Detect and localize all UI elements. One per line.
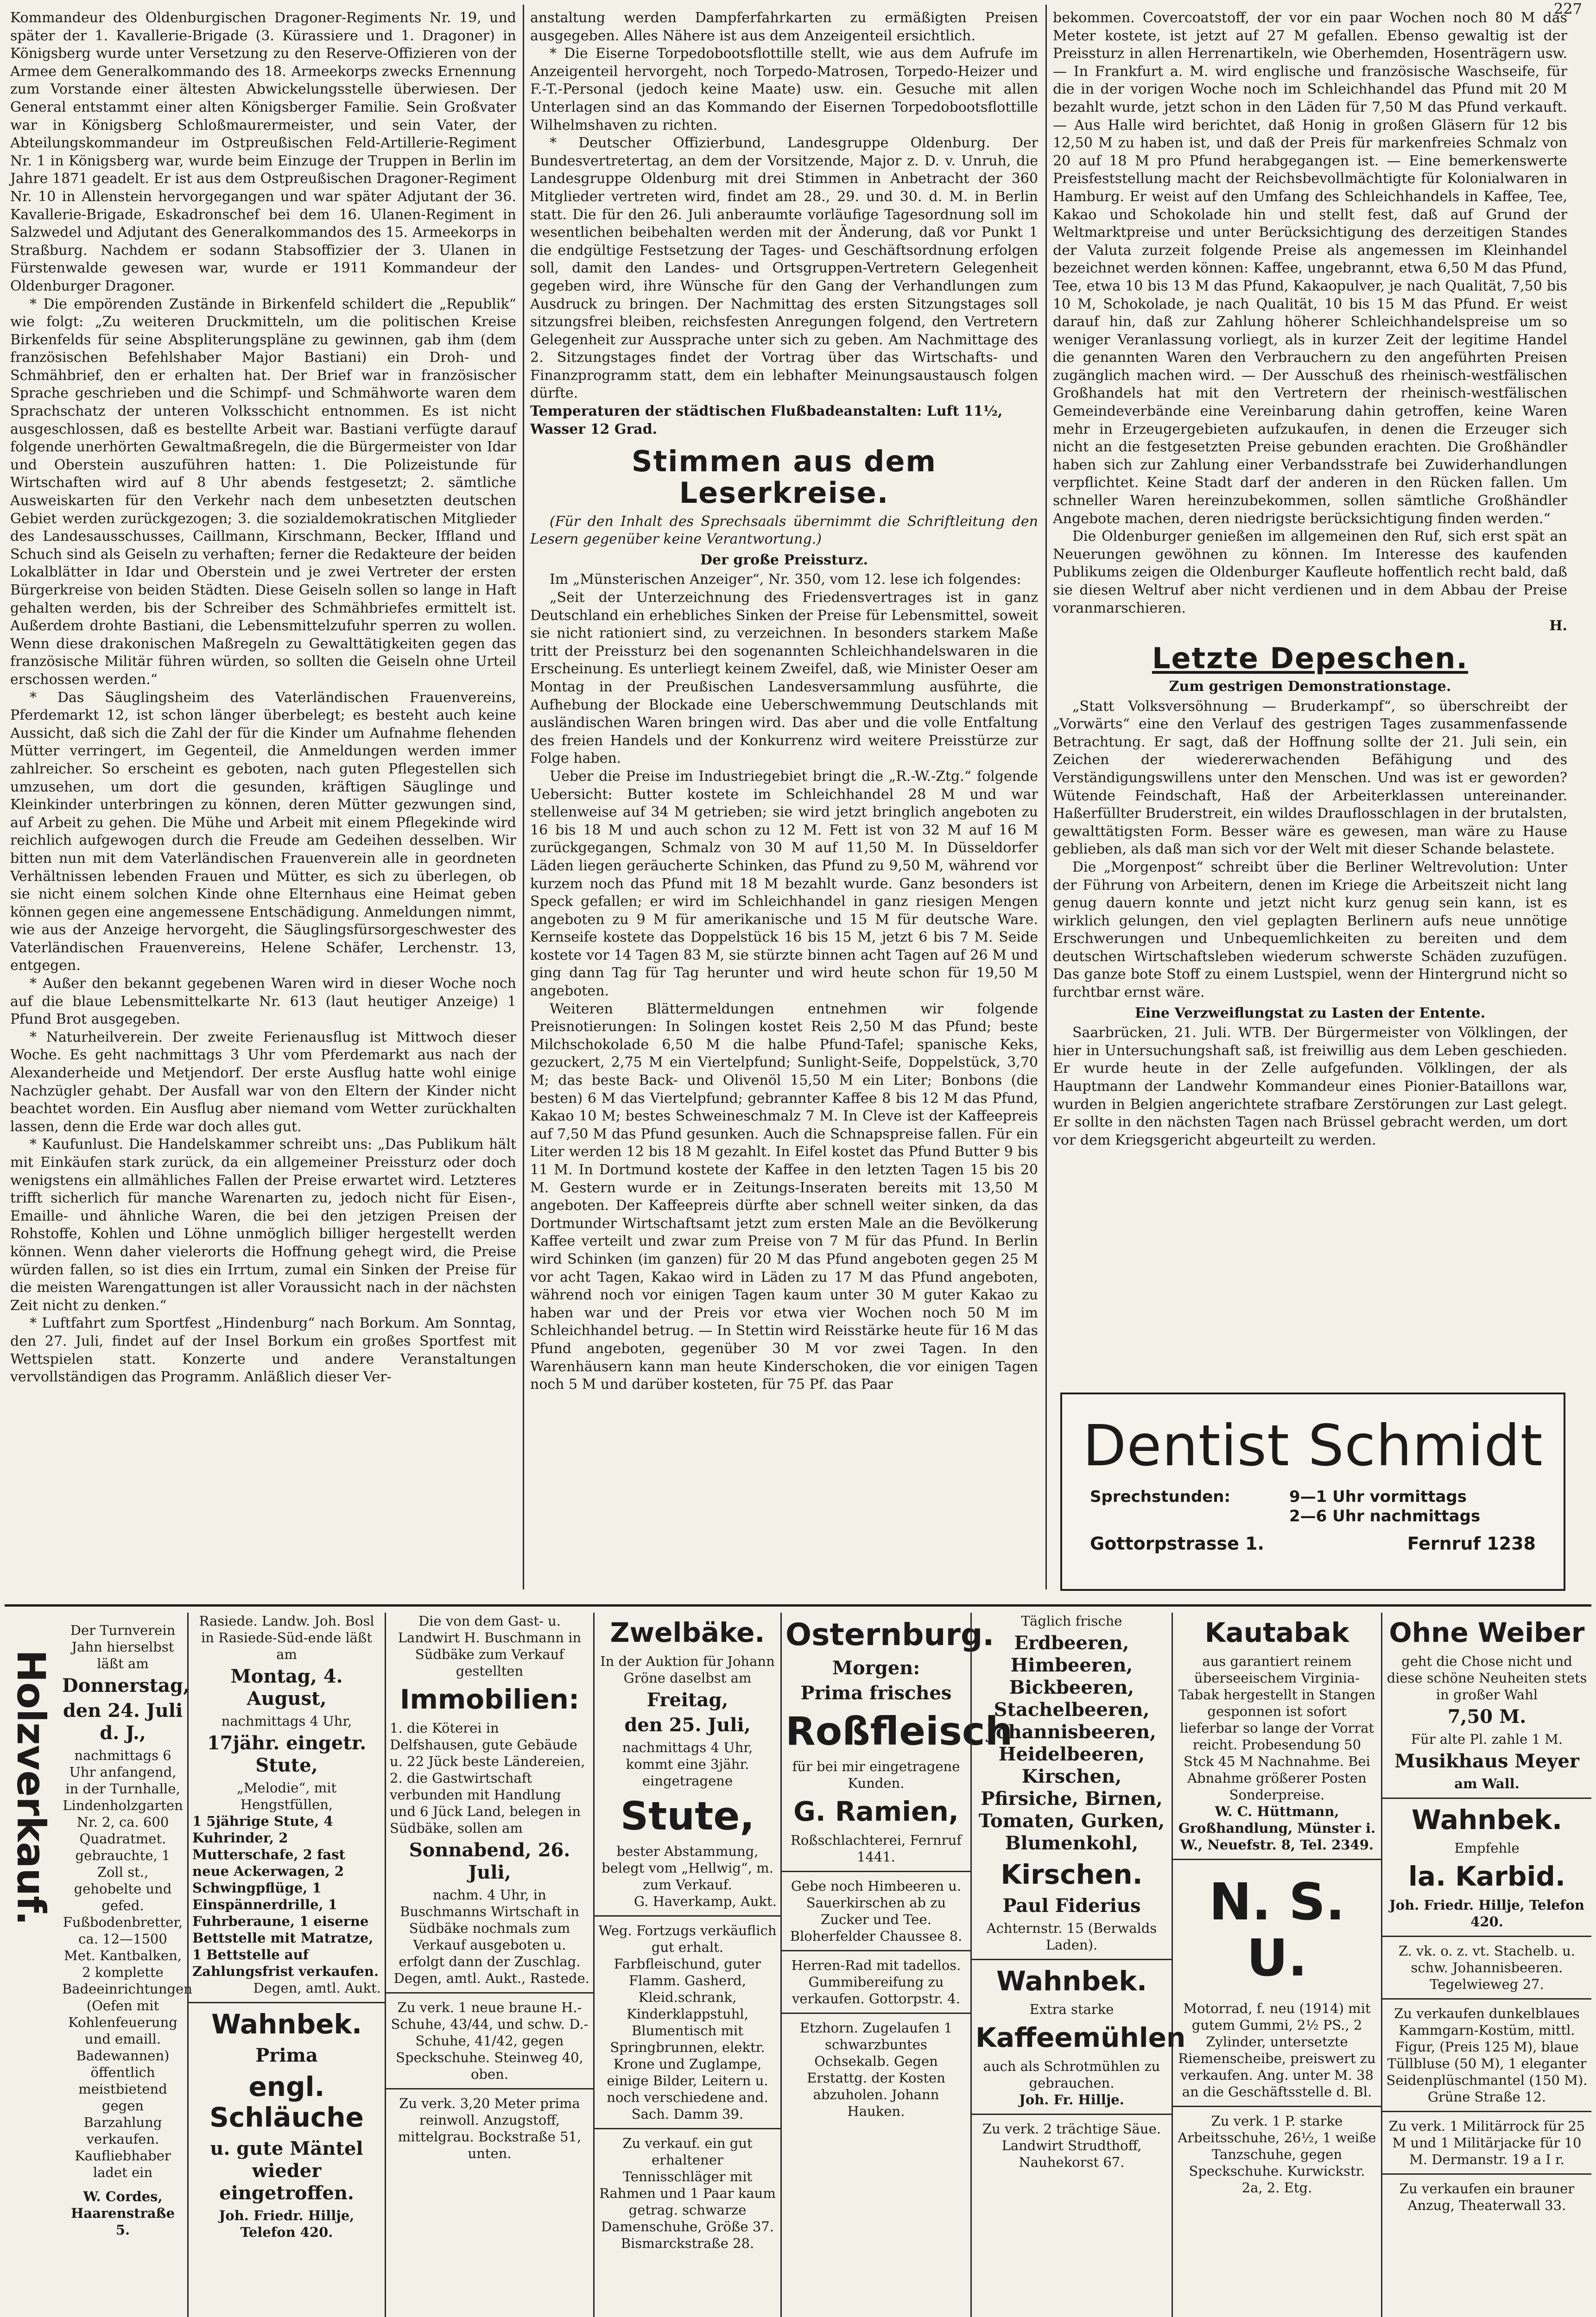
column-divider-1 [523, 5, 524, 1589]
ad7-details: aus garantiert reinem überseeischem Virginia-Tabak hergestellt in Stangen gesponnen ist sofort lieferbar so lange der Vorrat reicht. Probesendung 50 Stck 45 M Nachnahme. Bei Abnahme größerer Posten Sonderpreise. [1178, 1653, 1375, 1803]
ad4-details2: bester Abstammung, belegt vom „Hellwig“, m. zum Verkauf. [602, 1843, 773, 1893]
page-number: 227 [1553, 0, 1582, 18]
article-kaufunlust: * Kaufunlust. Die Handelskammer schreibt uns: „Das Publikum hält mit Einkäufen stark zurück, da ein allgemeiner Preissturz oder doch wenigstens ein allmähliches Fallen der Preise erwartet wird. Letzteres trifft sicherlich für manche Warenarten zu, jedoch nicht für Eisen-, Emaille- und ähnliche Waren, die bei den jetzigen Preisen der Rohstoffe, Kohlen und Löhne unmöglich billiger hergestellt werden können. Wenn daher vielerorts die Hoffnung gehegt wird, die Preise würden fallen, so ist dies ein Irrtum, zumal ein Sinken der Preise für die meisten Warengattungen ist aller Voraussicht nach in der nächsten Zeit nicht zu denken.“ [10, 1136, 516, 1314]
ad4-tennis: Zu verkauf. ein gut erhaltener Tennisschläger mit Rahmen und 1 Paar kaum getrag. schwarze Damenschuhe, Größe 37. Bismarckstraße 28. [599, 2135, 776, 2252]
ad6-address: Achternstr. 15 (Berwalds Laden). [986, 1920, 1157, 1953]
ad4-stute: Stute, [620, 1793, 755, 1839]
temperature-report: Temperaturen der städtischen Flußbadeanstalten: Luft 11½, Wasser 12 Grad. [530, 403, 1003, 437]
article-birkenfeld: * Die empörenden Zustände in Birkenfeld schildert die „Republik“ wie folgt: „Zu weiteren Druckmitteln, um die politischen Kreise Birkenfelds für seine Abspliterungspläne zu gewinnen, gab ihm (dem französischen Befehlshaber Major Bastiani) ein Droh- und Schmähbrief, den er erhalten hat. Der Brief war in französischer Sprache geschrieben und die Schimpf- und Schmähworte waren dem Sprachschatz der unteren Volksschicht entnommen. Es ist nicht ausgeschlossen, daß es bestellte Arbeit war. Bastiani verfügte darauf folgende unerhörten Gewaltmaßregeln, die die Bürgermeister von Idar und Oberstein auszuführen hatten: 1. Die Polizeistunde für Wirtschaften wird auf 8 Uhr abends festgesetzt; 2. sämtliche Ausweiskarten für den Verkehr nach dem unbesetzten deutschen Gebiet werden zurückgezogen; 3. die sozialdemokratischen Mitglieder des Landesausschusses, Caillmann, Kirschmann, Becker, Iffland und Schuch sind als Geiseln zu verhaften; ferner die Redakteure der beiden Lokalblätter in Idar und Oberstein und je zwei Vertreter der ersten Bürgerkreise von beiden Städten. Diese Geiseln sollen so lange in Haft gehalten werden, bis der Schreiber des Schmähbriefes ermittelt ist. Außerdem drohte Bastiani, die Lebensmittelzufuhr sperren zu wollen. Wenn diese drakonischen Maßregeln zu Gewalttätigkeiten gegen das französische Militär führen würden, so sollten die Geiseln ohne Urteil erschossen werden.“ [10, 296, 516, 688]
ad8-name: Musikhaus Meyer [1394, 1750, 1579, 1772]
column-1 [10, 9, 516, 1603]
ad6-name: Paul Fiderius [1002, 1894, 1141, 1917]
ad6-intro: Täglich frische [1021, 1613, 1122, 1629]
ad5-herrenrad: Herren-Rad mit tadellos. Gummibereifung zu verkaufen. Gottorpstr. 4. [791, 1957, 961, 2007]
article-oldenburger: Die Oldenburger genießen im allgemeinen den Ruf, sich erst spät an Neuerungen gewöhnen zu können. Im Interesse des kaufenden Publikums zeigen die Oldenburger Kaufleute hoffentlich recht bald, daß sie diesen Weltruf aber nicht verdienen und in dem Abbau der Preise voranmarschieren. [1053, 528, 1567, 616]
ad8-title: Ohne Weiber [1389, 1617, 1585, 1648]
ad8-karbid: la. Karbid. [1408, 1861, 1565, 1893]
ad6-extra: Extra starke [1029, 2001, 1114, 2018]
column-3 [1053, 9, 1567, 1381]
ad-zwelbaeke [593, 1613, 780, 2317]
ad-holzverkauf-title: Holzverkauf. [8, 1650, 54, 1926]
article-preissturz-cont: bekommen. Covercoatstoff, der vor ein paar Wochen noch 80 M das Meter kostete, ist jetzt auf 27 M gefallen. Ebenso gewaltig ist der Preissturz in allen Herrenartikeln, wie Oberhemden, Hosenträgern usw. — In Frankfurt a. M. wird englische und französische Waschseife, für die in der vorigen Woche noch im Schleichhandel das Pfund mit 20 M bezahlt wurde, jetzt schon in den Läden für 7,50 M das Pfund verkauft. — Aus Halle wird berichtet, daß Honig in großen Gläsern für 12 bis 12,50 M zu haben ist, und daß der Preis für markenfreies Schmalz von 20 auf 18 M pro Pfund herabgegangen ist. — Eine bemerkenswerte Preisfeststellung macht der Reichsbevollmächtigte für Kolonialwaren in Hamburg. Er weist auf den Umfang des Schleichhandels in Kaffee, Tee, Kakao und Schokolade hin und stellt fest, daß auf Grund der Weltmarktpreise und unter Berücksichtigung des derzeitigen Standes der Valuta zurzeit folgende Preise als angemessen im Kleinhandel bezeichnet werden können: Kaffee, ungebrannt, etwa 6,50 M das Pfund, Tee, etwa 10 bis 13 M das Pfund, Kakaopulver, je nach Qualität, 7,50 bis 10 M, Schokolade, je nach Qualität, 10 bis 15 M das Pfund. Er weist darauf hin, daß zur Zahlung höherer Schleichhandelspreise um so weniger Veranlassung vorliegt, als in kurzer Zeit der legitime Handel die genannten Waren den Verbrauchern zu den angeführten Preisen zugänglich machen wird. — Der Ausschuß des rheinisch-westfälischen Großhandels hat mit den Vertretern der rheinisch-westfälischen Gemeindeverbände eine Vereinbarung dahin getroffen, keine Waren mehr in Erzeugergebieten aufzukaufen, in denen die Erzeuger sich nicht an die festgesetzten Preise gebunden erachten. Die Großhändler haben sich zur Zahlung einer Verbandsstrafe bei Zuwiderhandlungen verpflichtet. Keine Stadt darf der anderen in den Rücken fallen. Um schneller Waren hereinzubekommen, sollen sämtliche Großhändler Angebote machen, deren niedrigste berücksichtigung finden werden.“ [1053, 10, 1567, 527]
ad5-note: für bei mir eingetragene Kunden. [792, 1759, 960, 1792]
article-preissturz-p2: Ueber die Preise im Industriegebiet bringt die „R.-W.-Ztg.“ folgende Uebersicht: Butter kostete im Schleichhandel 28 M und war stellenweise auf 34 M getrieben; sie wird jetzt bringlich angeboten zu 16 bis 18 M und auch schon zu 12 M. Fett ist von 32 M auf 16 M zurückgegangen, Schmalz von 30 M auf 11,50 M. In Düsseldorfer Läden liegen geräucherte Schinken, das Pfund zu 9,50 M, während vor kurzem noch das Pfund mit 18 M bezahlt wurde. Ganz besonders ist Speck gefallen; er wird im Schleichhandel in ganz riesigen Mengen angeboten zu 9 M für amerikanische und 15 M für deutsche Ware. Kernseife kostete das Doppelstück 16 bis 15 M, jetzt 6 bis 7 M. Seide kostete vor 14 Tagen 83 M, sie stürzte binnen acht Tagen auf 26 M und ging dann Tag für Tag herunter und wird heute schon für 19,50 M angeboten. [530, 768, 1038, 1000]
article-morgenpost: Die „Morgenpost“ schreibt über die Berliner Weltrevolution: Unter der Führung von Arbeitern, denen im Kriege die Arbeitszeit nicht lang genug dauern konnte und jetzt nicht kurz genug sein kann, ist es wirklich gelungen, den viel geplagten Berlinern aufs neue unnötige Erschwerungen und Unbequemlichkeiten zu bereiten und dem deutschen Wirtschaftsleben wiederum schwerste Schäden zuzufügen. Das ganze bote Stoff zu einem Lustspiel, wenn der Hintergrund nicht so furchtbar ernst wäre. [1053, 859, 1567, 1001]
ad8-price: 7,50 M. [1447, 1705, 1526, 1728]
ad1-day: Donnerstag, [62, 1675, 190, 1697]
ad-kautabak [1172, 1613, 1381, 2317]
ad6-note: auch als Schrotmühlen zu gebrauchen. [983, 2058, 1160, 2091]
article-bread: * Außer den bekannt gegebenen Waren wird in dieser Woche noch auf die blaue Lebensmittelkarte Nr. 613 (laut heutiger Anzeige) 1 Pfund Brot ausgegeben. [10, 975, 516, 1028]
ad8-anzug: Zu verkaufen ein brauner Anzug, Theaterwall 33. [1399, 2181, 1575, 2214]
ad7-signature: W. C. Hüttmann, Großhandlung, Münster i. W., Neuefstr. 8, Tel. 2349. [1178, 1803, 1376, 1853]
ad3-day: Sonnabend, 26. Juli, [409, 1839, 570, 1883]
ad8-wahnbek: Wahnbek. [1411, 1804, 1563, 1836]
ad8-details: geht die Chose nicht und diese schöne Neuheiten stets in großer Wahl [1387, 1653, 1587, 1703]
ad-osternburg [780, 1613, 1013, 2317]
ad7-arbeitsschuhe: Zu verk. 1 P. starke Arbeitsschuhe, 26½, 1 weiße Tanzschuhe, gegen Speckschuhe. Kurwickstr. 2a, 2. Etg. [1178, 2113, 1376, 2196]
ad3-anzugstoff: Zu verk. 3,20 Meter prima reinwoll. Anzugstoff, mittelgrau. Bockstraße 51, unten. [398, 2095, 582, 2161]
ad8-kostuem: Zu verkaufen dunkelblaues Kammgarn-Kostüm, mittl. Figur, (Preis 125 M), blaue Tüllbluse (50 M), 1 eleganter Seidenplüschmantel (150 M). Grüne Straße 12. [1386, 2006, 1588, 2105]
ad1-signature: W. Cordes, Haarenstraße 5. [70, 2189, 175, 2238]
ad2-signature: Degen, amtl. Aukt. [253, 1980, 381, 1996]
ad7-motorrad: Motorrad, f. neu (1914) mit gutem Gummi, 2½ PS., 2 Zylinder, untersetzte Riemenscheibe, preiswert zu verkaufen. Ang. unter M. 38 an die Geschäftsstelle d. Bl. [1178, 2000, 1376, 2100]
article-naturheilverein: * Naturheilverein. Der zweite Ferienausflug ist Mittwoch dieser Woche. Es geht nachmittags 3 Uhr vom Pferdemarkt aus nach der Alexanderheide und Metjendorf. Der erste Ausflug hatte wohl einige Nachzügler gehabt. Der Ausfall war von den Eltern der Kinder nicht beachtet worden. Ein Ausflug aber niemand vom Wetter zurückhalten lassen, denn die Erde war doch alles gut. [10, 1029, 516, 1135]
hours-label: Sprechstunden: [1090, 1488, 1231, 1506]
ad2-items: 1 5jährige Stute, 4 Kuhrinder, 2 Mutterschafe, 2 fast neue Ackerwagen, 2 Schwingpflüge, 1 Einspännerdrille, 1 Fuhrberaune, 1 eiserne Bettstelle mit Matratze, 1 Bettstelle auf Zahlungsfrist verkaufen. [192, 1813, 379, 1979]
ad2-time: nachmittags 4 Uhr, [221, 1713, 352, 1729]
article-borkum: * Luftfahrt zum Sportfest „Hindenburg“ nach Borkum. Am Sonntag, den 27. Juli, findet auf der Insel Borkum ein großes Sportfest mit Wettspielen statt. Konzerte und andere Veranstaltungen vervollständigen das Programm. Anläßlich dieser Ver- [10, 1315, 516, 1386]
ad3-intro: Die von dem Gast- u. Landwirt H. Buschmann in Südbäke zum Verkauf gestellten [398, 1613, 582, 1679]
dentist-address: Gottorpstrasse 1. [1090, 1533, 1264, 1554]
ad2-maentel: u. gute Mäntel wieder eingetroffen. [210, 2138, 363, 2204]
column-divider-2 [1045, 5, 1047, 1589]
ad7-nsu: N. S. U. [1209, 1872, 1345, 1988]
ad5-himbeeren: Gebe noch Himbeeren u. Sauerkirschen ab zu Zucker und Tee. Bloherfelder Chaussee 8. [790, 1878, 963, 1944]
ad3-signature: Degen, amtl. Aukt., Rastede. [393, 1970, 589, 1986]
article-subtitle-preissturz: Der große Preissturz. [700, 551, 868, 568]
ad5-prima: Prima frisches [800, 1682, 952, 1704]
column-2 [530, 9, 1038, 1603]
ad2-wahnbek: Wahnbek. [211, 2008, 362, 2040]
ad-rastede-auction [187, 1613, 385, 2317]
ad5-ochsekalb: Etzhorn. Zugelaufen 1 schwarzbuntes Ochsekalb. Gegen Erstattg. der Kosten abzuholen. Johann Hauken. [799, 2019, 953, 2119]
article-vorwaerts: „Statt Volksversöhnung — Bruderkampf“, so überschreibt der „Vorwärts“ eine den Verlauf des gestrigen Tages zusammenfassende Betrachtung. Er sagt, daß der Hoffnung sollte der 21. Juli sein, ein Zeichen der wiedererwachenden Befähigung und des Verständigungswillens unter den Menschen. Und was ist er geworden? Wütende Feindschaft, Haß der Arbeiterklassen untereinander. Haßerfüllter Bruderstreit, ein wildes Drauflosschlagen in der brutalsten, gewalttätigsten Form. Besser wäre es gewesen, man wäre zu Hause geblieben, als daß man sich vor der Welt mit dieser Schande belastete. [1053, 698, 1567, 858]
ad8-address: am Wall. [1454, 1775, 1520, 1792]
ad-holzverkauf [58, 1613, 192, 2317]
ad4-details: nachmittags 4 Uhr, kommt eine 3jähr. eingetragene [622, 1739, 753, 1789]
article-offizierbund: * Deutscher Offizierbund, Landesgruppe Oldenburg. Der Bundesvertretertag, an dem der Vorsitzende, Major z. D. v. Unruh, die Landesgruppe Oldenburg mit drei Stimmen in Anbetracht der 360 Mitglieder vertreten wird, findet am 28., 29. und 30. d. M. in Berlin statt. Die für den 26. Juli anberaumte vorläufige Tagesordnung soll im wesentlichen beibehalten werden mit der Änderung, daß vor Punkt 1 die endgültige Festsetzung der Tages- und Geschäftsordnung erfolgen soll, damit den Landes- und Ortsgruppen-Vertretern Gelegenheit gegeben wird, ihre Wünsche für den Gang der Verhandlungen zum Ausdruck zu bringen. Der Nachmittag des ersten Sitzungstages soll sitzungsfrei bleiben, reichsfesten Anregungen folgend, den Vertretern Gelegenheit zur Aussprache unter sich zu geben. Am Nachmittage des 2. Sitzungstages findet der Vortrag über das Wirtschafts- und Finanzprogramm statt, dem ein lebhafter Meinungsaustausch folgen dürfte. [530, 135, 1038, 402]
article-general-appointment: Kommandeur des Oldenburgischen Dragoner-Regiments Nr. 19, und später der 1. Kavallerie-Brigade (3. Kürassiere und 1. Dragoner) in Königsberg wurde unter Versetzung zu den Reserve-Offizieren von der Armee dem Generalkommando des 18. Armeekorps zwecks Ernennung zum Vorstande einer ältesten Abwickelungsstelle überwiesen. Der General entstammt einer alten Königsberger Familie. Sein Großvater war in Königsberg Schloßmaurermeister, und sein Vater, der Abteilungskommandeur im Ostpreußischen Feld-Artillerie-Regiment Nr. 1 in Königsberg war, wurde beim Einzuge der Truppen in Berlin im Jahre 1871 geadelt. Er ist aus dem Ostpreußischen Dragoner-Regiment Nr. 10 in Allenstein hervorgegangen und war später Adjutant der 36. Kavallerie-Brigade, Eskadronschef bei dem 16. Ulanen-Regiment in Salzwedel und Adjutant des Generalkommandos des 15. Armeekorps in Straßburg. Nachdem er sodann Stabsoffizier der 3. Ulanen in Fürstenwalde gewesen war, wurde er 1911 Kommandeur der Oldenburger Dragoner. [10, 10, 516, 294]
article-subtitle-verzweiflungstat: Eine Verzweiflungstat zu Lasten der Entente. [1134, 1005, 1486, 1021]
section-disclaimer: (Für den Inhalt des Sprechsaals übernimmt die Schriftleitung den Lesern gegenüber keine Verantwortung.) [530, 513, 1038, 548]
ad1-text1: Der Turnverein Jahn hierselbst läßt am [70, 1622, 176, 1671]
ad6-fruits: Erdbeeren, Himbeeren, Bickbeeren, Stachelbeeren, Johannisbeeren, Heidelbeeren, Kirschen, Pfirsiche, Birnen, Tomaten, Gurken, Blumenkohl, [978, 1632, 1165, 1854]
ad5-rossfleisch: Roßfleisch [785, 1708, 1013, 1754]
dentist-name: Dentist Schmidt [1083, 1413, 1543, 1479]
article-preissturz-intro: Im „Münsterischen Anzeiger“, Nr. 350, vom 12. lese ich folgendes: [550, 571, 1021, 588]
ad2-intro: Rasiede. Landw. Joh. Bosl in Rasiede-Süd-ende läßt am [199, 1613, 374, 1662]
section-title-depeschen: Letzte Depeschen. [1152, 641, 1469, 675]
ad5-name: G. Ramien, [793, 1796, 959, 1828]
ad4-signature: G. Haverkamp, Aukt. [634, 1893, 777, 1910]
ad5-address: Roßschlachterei, Fernruf 1441. [790, 1832, 962, 1865]
ad6-hillje: Joh. Fr. Hillje. [1019, 2092, 1124, 2108]
ad3-title: Immobilien: [399, 1684, 580, 1715]
article-preissturz-p3: Weiteren Blättermeldungen entnehmen wir folgende Preisnotierungen: In Solingen kostet Reis 2,50 M das Pfund; beste Milchschokolade 6,50 M die halbe Pfund-Tafel; spanische Keks, gezuckert, 2,75 M ein Viertelpfund; Sunlight-Seife, Doppelstück, 3,70 M; das beste Back- und Olivenöl 15,50 M ein Liter; Bonbons (die besten) 6 M das Viertelpfund; gebrannter Kaffee 8 bis 12 M das Pfund, Kakao 10 M; bestes Schweineschmalz 7 M. In Cleve ist der Kaffeepreis auf 7,50 M das Pfund gesunken. Auch die Schnapspreise fallen. Für ein Liter werden 12 bis 18 M gezahlt. In Eifel kostet das Pfund Butter 9 bis 11 M. In Dortmund kostete der Kaffee in den letzten Tagen 15 bis 20 M. Gestern wurde er in Zeitungs-Inseraten bereits mit 13,50 M angeboten. Der Kaffeepreis dürfte aber schnell weiter sinken, da das Dortmunder Wirtschaftsamt jetzt zum ersten Male an die Bevölkerung Kaffee verteilt und zwar zum Preise von 7 M für das Pfund. In Berlin wird Schinken (im ganzen) für 20 M das Pfund angeboten gegen 25 M vor acht Tagen, Kakao wird in Läden zu 17 M das Pfund angeboten, während noch vor einigen Tagen kaum unter 30 M guter Kakao zu haben war und der Preis vor etwa vier Wochen noch 50 M im Schleichhandel betrug. — In Stettin wird Reisstärke heute für 16 M das Pfund angeboten, gegenüber 30 M vor zwei Tagen. In den Warenhäusern kann man heute Kinderschoken, die vor einigen Tagen noch 5 M und darüber kosteten, für 75 Pf. das Paar [530, 1000, 1038, 1393]
dentist-phone: Fernruf 1238 [1407, 1533, 1536, 1554]
hours-afternoon: 2—6 Uhr nachmittags [1289, 1507, 1481, 1526]
ad1-invite: Kaufliebhaber ladet ein [75, 2148, 171, 2180]
dentist-hours [1090, 1487, 1480, 1526]
ad8-militaerrock: Zu verk. 1 Militärrock für 25 M und 1 Militärjacke für 10 M. Dermanstr. 19 a I r. [1388, 2118, 1585, 2168]
ad2-hillje: Joh. Friedr. Hillje, Telefon 420. [219, 2208, 355, 2241]
article-saarbruecken: Saarbrücken, 21. Juli. WTB. Der Bürgermeister von Völklingen, der hier in Untersuchungshaft saß, ist freiwillig aus dem Leben geschieden. Er wurde heute in der Zelle aufgefunden. Völklingen, der als Hauptmann der Landwehr Kommandeur eines Pionier-Bataillons war, wurden in Belgien angerichtete strafbare Zerstörungen zur Last gelegt. Er sollte in den nächsten Tagen nach Brüssel gebracht werden, um dort vor dem Kriegsgericht abgeurteilt zu werden. [1053, 1025, 1567, 1148]
ad2-item-note: „Melodie“, mit Hengstfüllen, [236, 1780, 337, 1812]
ad6-wahnbek: Wahnbek. [996, 1965, 1147, 1997]
article-subtitle-demonstration: Zum gestrigen Demonstrationstage. [1169, 678, 1451, 695]
article-saeuglingsheim: * Das Säuglingsheim des Vaterländischen Frauenvereins, Pferdemarkt 12, ist schon länger überbelegt; es besteht auch keine Aussicht, daß sich die Zahl der für die Kinder um Aufnahme flehenden Mütter verringert, im Gegenteil, die Anmeldungen werden immer zahlreicher. So erscheint es geboten, nach guten Pflegestellen sich umzusehen, um dort die gesunden, kräftigen Säuglinge und Kleinkinder unterbringen zu können, deren Mütter gezwungen sind, auf Arbeit zu gehen. Die Mühe und Arbeit mit einem Pflegekinde wird reichlich aufgewogen durch die Freude am Gedeihen desselben. Wir bitten nun mit dem Vaterländischen Frauenverein alle in geordneten Verhältnissen lebenden Frauen und Mütter, es sich zu überlegen, ob sie nicht einem solchen Kinde ohne Elternhaus eine Heimat geben können gegen eine angemessene Entschädigung. Anmeldungen nimmt, wie aus der Anzeige hervorgeht, die Säuglingsfürsorgeschwester des Vaterländischen Frauenvereins, Helene Schäfer, Lerchenstr. 13, entgegen. [10, 689, 516, 974]
ad-immobilien [385, 1613, 593, 2317]
ad4-intro: In der Auktion für Johann Gröne daselbst am [600, 1653, 775, 1686]
ad4-title: Zwelbäke. [610, 1617, 765, 1648]
article-torpedoboot: * Die Eiserne Torpedobootsflottille stellt, wie aus dem Aufrufe im Anzeigenteil hervorgeht, noch Torpedo-Matrosen, Torpedo-Heizer und F.-T.-Personal (jedoch keine Maate) usw. ein. Gesuche mit allen Unterlagen sind an das Kommando der Eisernen Torpedobootsflottille Wilhelmshaven zu richten. [530, 45, 1038, 133]
ad2-day: Montag, 4. August, [230, 1665, 343, 1709]
ad6-saeue: Zu verk. 2 trächtige Säue. Landwirt Strudthoff, Nauhekorst 67. [982, 2121, 1161, 2171]
ad8-old-records: Für alte Pl. zahle 1 M. [1411, 1731, 1563, 1747]
ad2-prima: Prima [255, 2044, 318, 2066]
ad8-empfehle: Empfehle [1454, 1840, 1520, 1856]
ad-musikhaus-meyer [1381, 1613, 1591, 2317]
ad7-title: Kautabak [1204, 1617, 1349, 1648]
ad6-kirschen: Kirschen. [1001, 1859, 1143, 1890]
ad1-date: den 24. Juli d. J., [63, 1700, 183, 1744]
ad2-schlaeuche: engl. Schläuche [209, 2070, 364, 2133]
ad5-title: Osternburg. [785, 1617, 994, 1652]
ad3-details: 1. die Köterei in Delfshausen, gute Gebäude u. 22 Jück beste Ländereien, 2. die Gastwirtschaft verbunden mit Handlung und 6 Jück Land, belegen in Südbäke, sollen am [390, 1720, 585, 1836]
ad4-date: den 25. Juli, [624, 1714, 751, 1736]
ad1-time: nachmittags 6 Uhr anfangend, [69, 1747, 177, 1780]
ad-fiderius [970, 1613, 1186, 2317]
section-title-leserkreise: Stimmen aus dem Leserkreise. [631, 444, 937, 510]
ad1-details: in der Turnhalle, Lindenholzgarten Nr. 2, ca. 600 Quadratmet. gebrauchte, 1 Zoll st., gehobelte und gefed. Fußbodenbretter, ca. 12—1500 Met. Kantbalken, 2 komplette Badeeinrichtungen (Oefen mit Kohlenfeuerung und emaill. Badewannen) öffentlich meistbietend gegen Barzahlung verkaufen. [62, 1781, 192, 2147]
ad4-day: Freitag, [646, 1689, 728, 1711]
hours-morning: 9—1 Uhr vormittags [1289, 1488, 1467, 1506]
ad8-hillje: Joh. Friedr. Hillje, Telefon 420. [1389, 1897, 1584, 1930]
classifieds-divider [5, 1604, 1591, 1607]
article-borkum-cont: anstaltung werden Dampferfahrkarten zu ermäßigten Preisen ausgegeben. Alles Nähere ist aus dem Anzeigenteil ersichtlich. [530, 10, 1038, 44]
ad8-stachelbeeren: Z. vk. o. z. vt. Stachelb. u. schw. Johannisbeeren. Tegelwieweg 27. [1398, 1943, 1576, 1993]
ad5-morgen: Morgen: [832, 1657, 920, 1679]
dentist-advertisement [1060, 1393, 1565, 1591]
article-signature: H. [1549, 618, 1567, 634]
ad6-kaffeemuehlen: Kaffeemühlen [975, 2022, 1186, 2054]
ad4-moving-sale: Weg. Fortzugs verkäuflich gut erhalt. Farbfleischund, guter Flamm. Gasherd, Kleid.schrank, Kinderklappstuhl, Blumentisch mit Springbrunnen, elektr. Krone und Zuglampe, einige Bilder, Leitern u. noch verschiedene and. Sach. Damm 39. [598, 1923, 777, 2122]
ad3-shoes: Zu verk. 1 neue braune H.-Schuhe, 43/44, und schw. D.-Schuhe, 41/42, gegen Speckschuhe. Steinweg 40, oben. [391, 1999, 589, 2082]
article-preissturz-p1: „Seit der Unterzeichnung des Friedensvertrages ist in ganz Deutschland ein erhebliches Sinken der Preise für Lebensmittel, soweit sie nicht rationiert sind, zu verzeichnen. In besonders starkem Maße tritt der Preissturz bei den sogenannten Schleichhandelswaren in die Erscheinung. Es unterliegt keinem Zweifel, daß, wie Minister Oeser am Montag in der Preußischen Landesversammlung ausführte, die Aufhebung der Blockade eine Ueberschwemmung Deutschlands mit ausländischen Waren bringen wird. Das aber und die volle Entfaltung des freien Handels und der Konkurrenz wird weitere Preisstürze zur Folge haben. [530, 589, 1038, 767]
ad2-item: 17jähr. eingetr. Stute, [207, 1732, 367, 1776]
ad3-details2: nachm. 4 Uhr, in Buschmanns Wirtschaft in Südbäke nochmals zum Verkauf ausgeboten u. erfolgt dann der Zuschlag. [399, 1887, 581, 1969]
